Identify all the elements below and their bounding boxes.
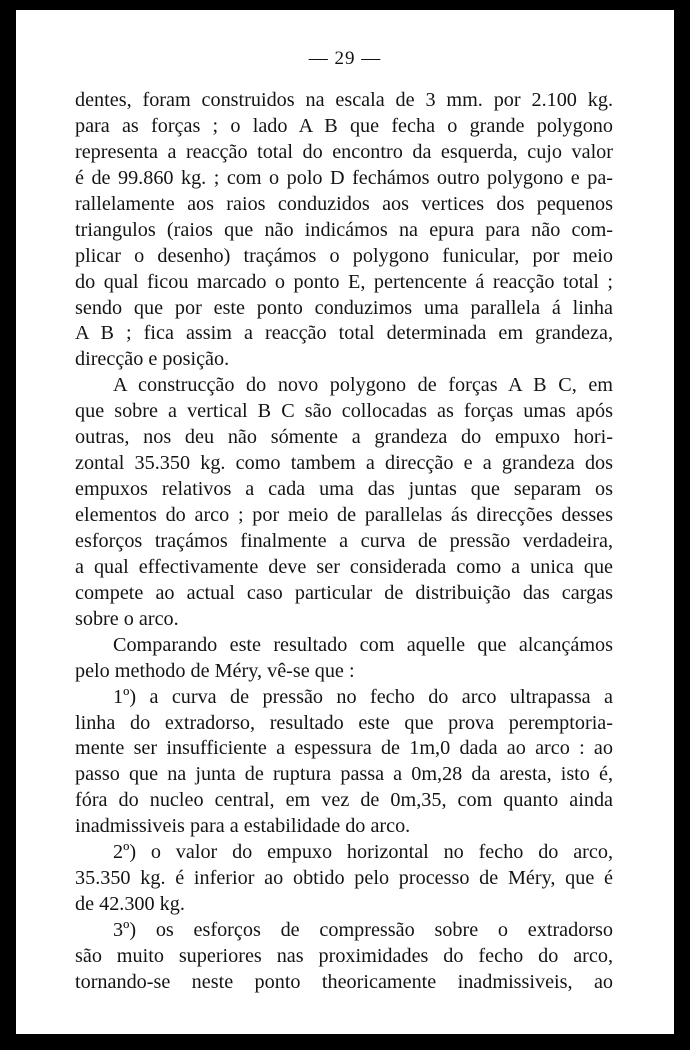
text-line: é de 99.860 kg. ; com o polo D fechámos outro polygono e pa-	[75, 166, 613, 189]
book-page	[16, 10, 674, 1034]
text-line: direcção e posição.	[75, 348, 230, 371]
text-line: passo que na junta de ruptura passa a 0m,28 da aresta, isto é,	[75, 763, 613, 786]
text-line: esforços traçámos finalmente a curva de pressão verdadeira,	[75, 529, 613, 552]
text-line: 35.350 kg. é inferior ao obtido pelo processo de Méry, que é	[75, 867, 613, 890]
text-line: sobre o arco.	[75, 607, 179, 630]
text-line: A construcção do novo polygono de forças A B C, em	[113, 374, 613, 397]
text-line: para as forças ; o lado A B que fecha o grande polygono	[75, 114, 613, 137]
text-line: inadmissiveis para a estabilidade do arco.	[75, 815, 411, 838]
text-line: fóra do nucleo central, em vez de 0m,35, com quanto ainda	[75, 789, 613, 812]
paragraph	[75, 918, 613, 996]
text-line: a qual effectivamente deve ser considerada como a unica que	[75, 555, 613, 578]
text-line: do qual ficou marcado o ponto E, pertencente á reacção total ;	[75, 270, 613, 293]
text-line: mente ser insufficiente a espessura de 1m,0 dada ao arco : ao	[75, 737, 613, 760]
text-line: outras, nos deu não sómente a grandeza do empuxo hori-	[75, 426, 613, 449]
text-line: zontal 35.350 kg. como tambem a direcção e a grandeza dos	[75, 452, 613, 475]
text-line: elementos do arco ; por meio de parallelas ás direcções desses	[75, 504, 613, 526]
text-line: são muito superiores nas proximidades do fecho do arco,	[75, 944, 613, 967]
text-line: linha do extradorso, resultado este que prova peremptoria-	[75, 711, 613, 734]
paragraph	[75, 88, 613, 373]
text-line: rallelamente aos raios conduzidos aos vertices dos pequenos	[75, 192, 613, 215]
text-line: que sobre a vertical B C são collocadas as forças umas após	[75, 400, 613, 423]
text-line: A B ; fica assim a reacção total determinada em grandeza,	[75, 322, 613, 345]
text-line: compete ao actual caso particular de distribuição das cargas	[75, 581, 613, 604]
text-line: dentes, foram construidos na escala de 3 mm. por 2.100 kg.	[75, 89, 613, 111]
text-line: tornando-se neste ponto theoricamente inadmissiveis, ao	[75, 970, 613, 993]
text-line: de 42.300 kg.	[75, 893, 185, 916]
text-line: 1º) a curva de pressão no fecho do arco ultrapassa a	[113, 685, 613, 708]
page-number: — 29 —	[308, 48, 382, 69]
paragraph	[75, 685, 613, 841]
paragraph	[75, 373, 613, 632]
body-text	[75, 88, 613, 996]
paragraph	[75, 840, 613, 918]
text-line: representa a reacção total do encontro da esquerda, cujo valor	[75, 140, 613, 163]
text-line: Comparando este resultado com aquelle que alcançámos	[113, 633, 613, 656]
text-line: triangulos (raios que não indicámos na epura para não com-	[75, 218, 613, 241]
text-line: sendo que por este ponto conduzimos uma parallela á linha	[75, 296, 613, 319]
paragraph	[75, 633, 613, 685]
text-line: empuxos relativos a cada uma das juntas que separam os	[75, 478, 613, 501]
text-line: 2º) o valor do empuxo horizontal no fecho do arco,	[113, 841, 613, 864]
text-line: plicar o desenho) traçámos o polygono funicular, por meio	[75, 244, 613, 267]
text-line: pelo methodo de Méry, vê-se que :	[75, 659, 355, 682]
text-line: 3º) os esforços de compressão sobre o extradorso	[113, 919, 613, 941]
